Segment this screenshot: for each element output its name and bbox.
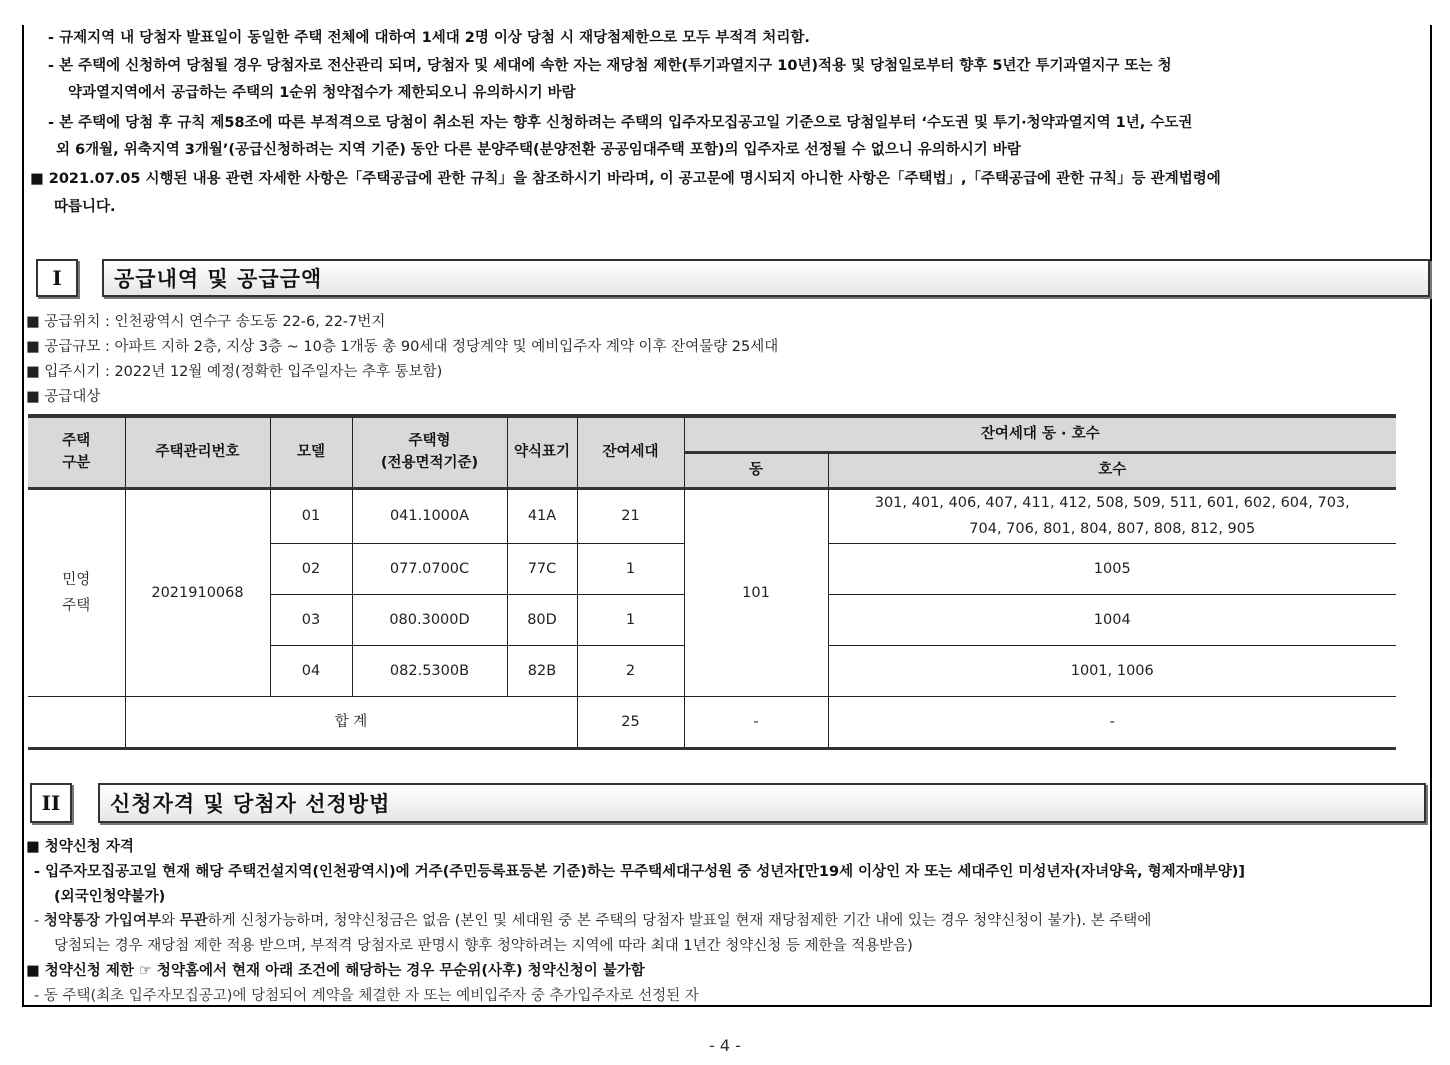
- note-line-4a: ■ 2021.07.05 시행된 내용 관련 자세한 사항은「주택공급에 관한 규칙」을 참조하시기 바라며, 이 공고문에 명시되지 아니한 사항은「주택법」,「주택공급에 관한 규칙」등 관계법령에: [30, 171, 1221, 187]
- qualification-line-2b: 당첨되는 경우 재당첨 제한 적용 받으며, 부적격 당첨자로 판명시 향후 청약하려는 지역에 따라 최대 1년간 청약신청 등 제한을 적용받음): [54, 938, 913, 954]
- total-blank-cell: [28, 696, 125, 748]
- total-ho: -: [828, 696, 1396, 748]
- housing-type-cell: 080.3000D: [352, 594, 507, 645]
- units-cell: 1004: [828, 594, 1396, 645]
- supply-scale: ■ 공급규모 : 아파트 지하 2층, 지상 3층 ~ 10층 1개동 총 90세대 정당계약 및 예비입주자 계약 이후 잔여물량 25세대: [26, 339, 779, 355]
- remaining-count-cell: 1: [577, 543, 684, 594]
- section-1-title: 공급내역 및 공급금액: [102, 259, 1430, 297]
- header-dong: 동: [684, 452, 828, 488]
- units-line-2: 704, 706, 801, 804, 807, 808, 812, 905: [969, 521, 1256, 537]
- supply-location: ■ 공급위치 : 인천광역시 연수구 송도동 22-6, 22-7번지: [26, 314, 386, 330]
- note-line-2a: - 본 주택에 신청하여 당첨될 경우 당첨자로 전산관리 되며, 당첨자 및 세대에 속한 자는 재당첨 제한(투기과열지구 10년)적용 및 당첨일로부터 향후 5년간 투기과열지구 또는 청: [48, 58, 1172, 74]
- housing-type-cell: 041.1000A: [352, 488, 507, 543]
- qualification-line-2a: - 청약통장 가입여부와 무관하게 신청가능하며, 청약신청금은 없음 (본인 및 세대원 중 본 주택의 당첨자 발표일 현재 재당첨제한 기간 내에 있는 경우 청약신청이 불가). 본 주택에: [34, 913, 1152, 929]
- note-line-3a: - 본 주택에 당첨 후 규칙 제58조에 따른 부적격으로 당첨이 취소된 자는 향후 신청하려는 주택의 입주자모집공고일 기준으로 당첨일부터 ‘수도권 및 투기·청약과열지역 1년, 수도권: [48, 115, 1193, 131]
- header-remaining: 잔여세대: [577, 416, 684, 488]
- units-cell: 1005: [828, 543, 1396, 594]
- units-cell: 1001, 1006: [828, 645, 1396, 696]
- note-line-4b: 따릅니다.: [54, 199, 116, 215]
- total-count: 25: [577, 696, 684, 748]
- table-total-row: [28, 696, 1396, 748]
- page-number: - 4 -: [709, 1036, 741, 1055]
- units-cell: [828, 488, 1396, 543]
- restriction-line-1: - 동 주택(최초 입주자모집공고)에 당첨되어 계약을 체결한 자 또는 예비입주자 중 추가입주자로 선정된 자: [34, 988, 699, 1004]
- model-cell: 04: [270, 645, 352, 696]
- header-remaining-units: 잔여세대 동 · 호수: [684, 416, 1396, 452]
- header-short-code: 약식표기: [507, 416, 577, 488]
- bank-account-text: 청약통장 가입여부: [43, 913, 161, 929]
- note-line-2b: 약과열지역에서 공급하는 주택의 1순위 청약접수가 제한되오니 유의하시기 바람: [68, 85, 576, 101]
- dong-cell: 101: [684, 488, 828, 696]
- section-2-number: II: [30, 783, 72, 823]
- housing-type-cell: 082.5300B: [352, 645, 507, 696]
- header-ho: 호수: [828, 452, 1396, 488]
- irrelevant-text: 무관: [179, 913, 208, 929]
- housing-kind-2: 주택: [62, 597, 91, 614]
- model-cell: 02: [270, 543, 352, 594]
- header-housing-type-2: (전용면적기준): [380, 455, 479, 472]
- section-1-number: I: [36, 259, 78, 297]
- housing-kind-cell: [28, 488, 125, 696]
- table-row: [28, 488, 1396, 543]
- remaining-count-cell: 1: [577, 594, 684, 645]
- total-label: 합 계: [125, 696, 577, 748]
- note-line-3b: 외 6개월, 위축지역 3개월’(공급신청하려는 지역 기준) 동안 다른 분양주택(분양전환 공공임대주택 포함)의 입주자로 선정될 수 없으니 유의하시기 바람: [56, 142, 1021, 158]
- qualification-heading: ■ 청약신청 자격: [26, 839, 134, 855]
- units-line-1: 301, 401, 406, 407, 411, 412, 508, 509, 511, 601, 602, 604, 703,: [874, 495, 1350, 511]
- supply-table: [28, 414, 1396, 750]
- restriction-heading: ■ 청약신청 제한 ☞ 청약홈에서 현재 아래 조건에 해당하는 경우 무순위(사후) 청약신청이 불가함: [26, 963, 645, 979]
- management-number: 2021910068: [125, 488, 270, 696]
- header-housing-kind-1: 주택: [62, 433, 91, 450]
- header-housing-type-1: 주택형: [408, 433, 451, 450]
- header-housing-kind-2: 구분: [62, 455, 91, 472]
- section-2-title: 신청자격 및 당첨자 선정방법: [98, 783, 1426, 823]
- qualification-line-1a: - 입주자모집공고일 현재 해당 주택건설지역(인천광역시)에 거주(주민등록표등본 기준)하는 무주택세대구성원 중 성년자[만19세 이상인 자 또는 세대주인 미성년자(자녀양육, 형제자매부양)]: [34, 864, 1245, 880]
- model-cell: 03: [270, 594, 352, 645]
- short-code-cell: 41A: [507, 488, 577, 543]
- total-dong: -: [684, 696, 828, 748]
- note-line-1: - 규제지역 내 당첨자 발표일이 동일한 주택 전체에 대하여 1세대 2명 이상 당첨 시 재당첨제한으로 모두 부적격 처리함.: [48, 30, 810, 46]
- short-code-cell: 82B: [507, 645, 577, 696]
- short-code-cell: 77C: [507, 543, 577, 594]
- header-housing-kind: [28, 416, 125, 488]
- conjunction-text: 와: [160, 913, 180, 929]
- qualification-line-1b: (외국인청약불가): [54, 889, 166, 905]
- remaining-count-cell: 2: [577, 645, 684, 696]
- qualification-rest-text: 하게 신청가능하며, 청약신청금은 없음 (본인 및 세대원 중 본 주택의 당첨자 발표일 현재 재당첨제한 기간 내에 있는 경우 청약신청이 불가). 본 주택에: [207, 913, 1152, 929]
- housing-type-cell: 077.0700C: [352, 543, 507, 594]
- header-mgmt-no: 주택관리번호: [125, 416, 270, 488]
- remaining-count-cell: 21: [577, 488, 684, 543]
- short-code-cell: 80D: [507, 594, 577, 645]
- header-model: 모델: [270, 416, 352, 488]
- supply-target: ■ 공급대상: [26, 389, 101, 405]
- housing-kind-1: 민영: [62, 571, 91, 588]
- move-in-period: ■ 입주시기 : 2022년 12월 예정(정확한 입주일자는 추후 통보함): [26, 364, 443, 380]
- header-housing-type: [352, 416, 507, 488]
- model-cell: 01: [270, 488, 352, 543]
